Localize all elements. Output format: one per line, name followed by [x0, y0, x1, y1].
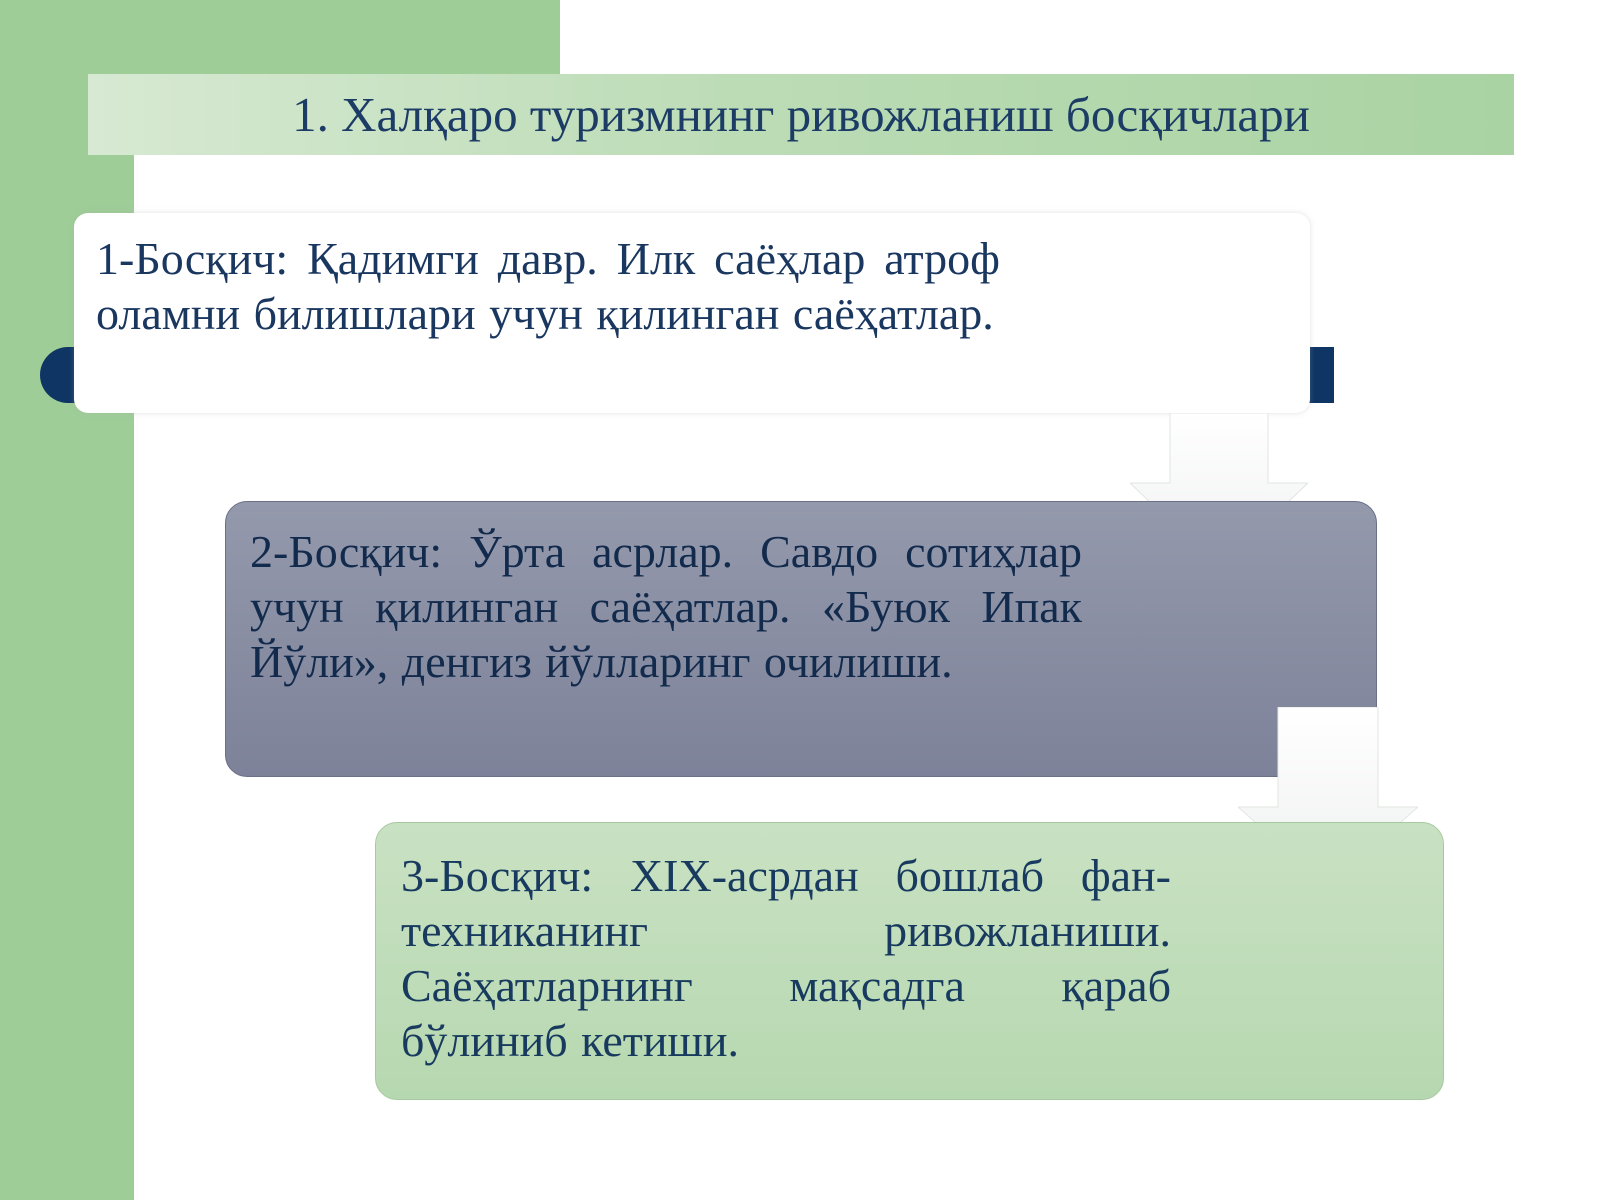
slide-title: 1. Халқаро туризмнинг ривожланиш босқичлари — [292, 87, 1310, 142]
stage-2-text: 2-Босқич: Ўрта асрлар. Савдо сотиҳлар учун қилинган саёҳатлар. «Буюк Ипак Йўли», денгиз йўлларинг очилиши. — [250, 526, 1082, 687]
stage-2-box — [225, 501, 1377, 777]
title-bar — [88, 74, 1514, 155]
stage-3-text: 3-Босқич: XIX-асрдан бошлаб фан-техниканинг ривожланиши. Саёҳатларнинг мақсадга қараб бўлиниб кетиши. — [401, 850, 1171, 1066]
stage-1-text: 1-Босқич: Қадимги давр. Илк саёҳлар атроф оламни билишлари учун қилинган саёҳатлар. — [96, 233, 1000, 339]
stage-1-box — [74, 213, 1310, 413]
background-green-band — [0, 0, 134, 1200]
stage-3-box — [375, 822, 1444, 1100]
